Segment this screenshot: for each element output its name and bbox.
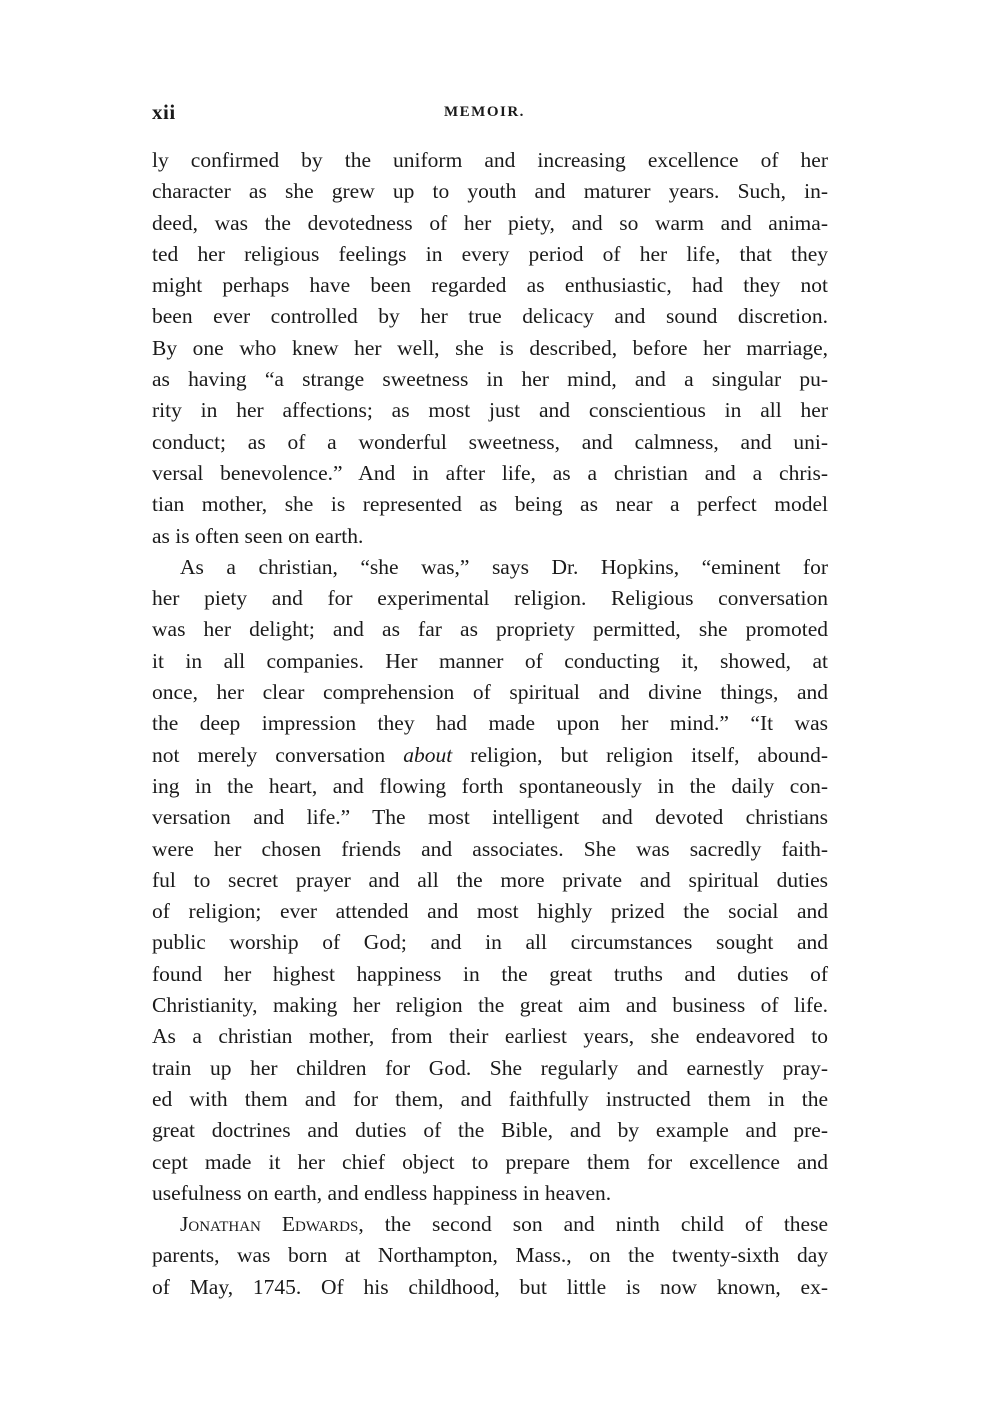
- text-line: train up her children for God. She regularly and earnestly pray-: [152, 1055, 828, 1080]
- text-line: rity in her affections; as most just and conscientious in all her: [152, 398, 828, 423]
- text-line: ted her religious feelings in every period of her life, that they: [152, 241, 828, 266]
- paragraph-first-line: As a christian, “she was,” says Dr. Hopkins, “eminent for: [180, 554, 828, 579]
- text-line: conduct; as of a wonderful sweetness, and calmness, and uni-: [152, 429, 828, 454]
- text-segment: not merely conversation: [152, 742, 404, 767]
- running-title: MEMOIR.: [444, 104, 525, 120]
- text-line: great doctrines and duties of the Bible, and by example and pre-: [152, 1118, 828, 1143]
- text-line: Christianity, making her religion the great aim and business of life.: [152, 993, 828, 1018]
- text-line: public worship of God; and in all circumstances sought and: [152, 930, 828, 955]
- body-text: [152, 145, 828, 1303]
- text-line: as is often seen on earth.: [152, 523, 364, 548]
- italic-word: about: [403, 742, 453, 767]
- text-line: cept made it her chief object to prepare them for excellence and: [152, 1149, 828, 1174]
- text-line: found her highest happiness in the great truths and duties of: [152, 961, 828, 986]
- page-number: xii: [152, 100, 176, 124]
- running-head: [152, 100, 828, 128]
- text-line: her piety and for experimental religion. Religious conversation: [152, 586, 828, 611]
- person-name: Jonathan Edwards,: [180, 1212, 364, 1237]
- text-line: character as she grew up to youth and maturer years. Such, in-: [152, 179, 828, 204]
- text-line: ing in the heart, and flowing forth spontaneously in the daily con-: [152, 773, 828, 798]
- text-line: of May, 1745. Of his childhood, but little is now known, ex-: [152, 1274, 828, 1299]
- text-line: been ever controlled by her true delicacy and sound discretion.: [152, 304, 828, 329]
- text-line: it in all companies. Her manner of conducting it, showed, at: [152, 648, 828, 673]
- text-line: parents, was born at Northampton, Mass., on the twenty-sixth day: [152, 1243, 828, 1268]
- text-line: the deep impression they had made upon her mind.” “It was: [152, 711, 828, 736]
- text-line: ed with them and for them, and faithfully instructed them in the: [152, 1086, 828, 1111]
- text-line: once, her clear comprehension of spiritual and divine things, and: [152, 680, 828, 705]
- paragraph-first-line: [152, 1209, 828, 1240]
- text-line: tian mother, she is represented as being as near a perfect model: [152, 492, 828, 517]
- text-line: deed, was the devotedness of her piety, and so warm and anima-: [152, 210, 828, 235]
- text-line: versation and life.” The most intelligent and devoted christians: [152, 805, 828, 830]
- text-line: was her delight; and as far as propriety permitted, she promoted: [152, 617, 828, 642]
- text-line: versal benevolence.” And in after life, as a christian and a chris-: [152, 460, 828, 485]
- text-line: By one who knew her well, she is described, before her marriage,: [152, 335, 828, 360]
- text-segment: the second son and ninth child of these: [363, 1212, 828, 1237]
- text-line: usefulness on earth, and endless happiness in heaven.: [152, 1180, 612, 1205]
- text-line: of religion; ever attended and most highly prized the social and: [152, 899, 828, 924]
- text-segment: religion, but religion itself, abound-: [452, 742, 828, 767]
- text-line: as having “a strange sweetness in her mind, and a singular pu-: [152, 367, 828, 392]
- text-line: were her chosen friends and associates. She was sacredly faith-: [152, 836, 828, 861]
- text-line: ful to secret prayer and all the more private and spiritual duties: [152, 867, 828, 892]
- text-line: might perhaps have been regarded as enthusiastic, had they not: [152, 273, 828, 298]
- text-line: As a christian mother, from their earliest years, she endeavored to: [152, 1024, 828, 1049]
- text-line-with-italic: [152, 740, 828, 771]
- text-line: ly confirmed by the uniform and increasing excellence of her: [152, 148, 828, 172]
